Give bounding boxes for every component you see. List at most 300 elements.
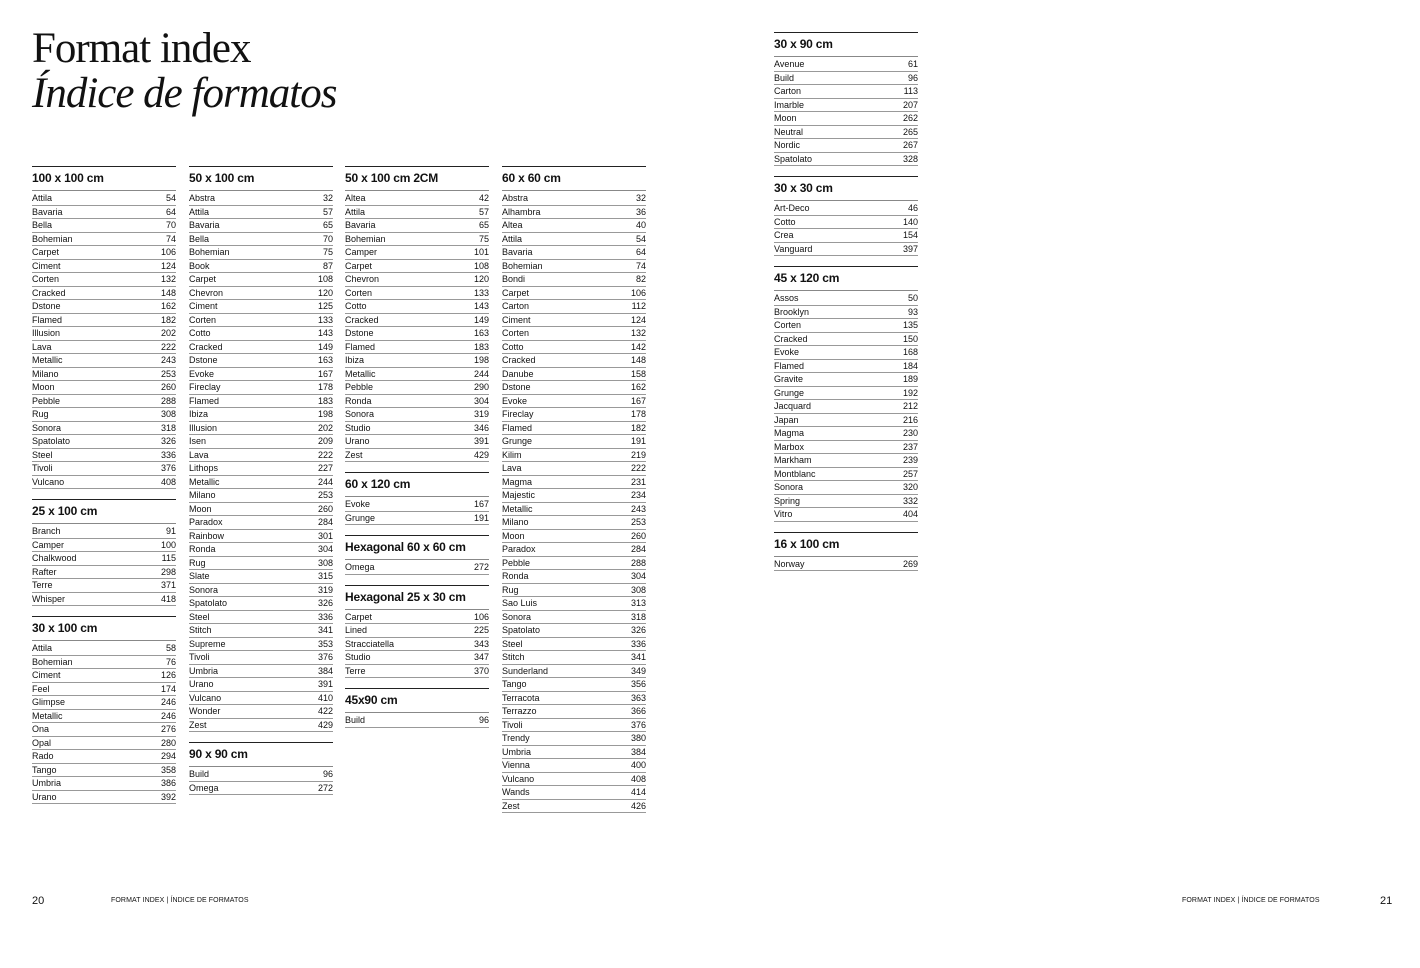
- index-entry[interactable]: [502, 260, 646, 274]
- index-entry[interactable]: [32, 750, 176, 764]
- index-entry[interactable]: [189, 503, 333, 517]
- index-entry[interactable]: [189, 273, 333, 287]
- index-entry[interactable]: [502, 192, 646, 206]
- index-entry[interactable]: [774, 427, 918, 441]
- index-entry[interactable]: [32, 287, 176, 301]
- page-number: 380: [630, 733, 646, 743]
- index-entry[interactable]: [502, 543, 646, 557]
- page-number: 243: [160, 355, 176, 365]
- collection-name: Sonora: [32, 422, 62, 433]
- collection-name: Evoke: [345, 499, 371, 509]
- index-entry[interactable]: [189, 638, 333, 652]
- index-entry[interactable]: [32, 219, 176, 233]
- index-entry[interactable]: [32, 476, 176, 490]
- index-entry[interactable]: [502, 705, 646, 719]
- index-entry[interactable]: [502, 516, 646, 530]
- page-number: 225: [473, 625, 489, 635]
- index-entry[interactable]: [502, 408, 646, 422]
- collection-name: Corten: [345, 287, 373, 298]
- index-entry[interactable]: [345, 651, 489, 665]
- index-entry[interactable]: [774, 72, 918, 86]
- collection-name: Wonder: [189, 706, 221, 716]
- collection-name: Urano: [32, 791, 57, 802]
- index-entry[interactable]: [32, 656, 176, 670]
- format-section: [345, 166, 489, 462]
- page-number: 202: [160, 328, 176, 338]
- index-entry[interactable]: [774, 139, 918, 153]
- index-entry[interactable]: [774, 202, 918, 216]
- index-entry[interactable]: [774, 58, 918, 72]
- index-entry[interactable]: [774, 400, 918, 414]
- index-entry[interactable]: [345, 219, 489, 233]
- index-entry[interactable]: [189, 651, 333, 665]
- index-entry[interactable]: [774, 360, 918, 374]
- index-entry[interactable]: [32, 683, 176, 697]
- index-entry[interactable]: [189, 782, 333, 796]
- index-entry[interactable]: [774, 346, 918, 360]
- format-section-title: 30 x 100 cm: [32, 616, 176, 641]
- page-number: 91: [165, 526, 176, 536]
- index-entry[interactable]: [774, 441, 918, 455]
- index-entry[interactable]: [502, 273, 646, 287]
- collection-name: Ona: [32, 724, 50, 734]
- index-entry[interactable]: [502, 233, 646, 247]
- index-entry[interactable]: [774, 153, 918, 167]
- index-entry[interactable]: [502, 786, 646, 800]
- index-entry[interactable]: [774, 414, 918, 428]
- index-entry[interactable]: [32, 260, 176, 274]
- format-section-title: 60 x 120 cm: [345, 472, 489, 497]
- index-entry[interactable]: [345, 273, 489, 287]
- index-entry[interactable]: [189, 233, 333, 247]
- index-entry[interactable]: [32, 696, 176, 710]
- page-number: 82: [635, 274, 646, 284]
- index-entry[interactable]: [32, 395, 176, 409]
- index-entry[interactable]: [502, 557, 646, 571]
- index-entry[interactable]: [502, 638, 646, 652]
- collection-name: Build: [189, 769, 210, 779]
- index-entry[interactable]: [502, 611, 646, 625]
- page-number: 58: [165, 643, 176, 653]
- index-entry[interactable]: [32, 422, 176, 436]
- index-entry[interactable]: [774, 495, 918, 509]
- index-entry[interactable]: [502, 570, 646, 584]
- index-entry[interactable]: [32, 368, 176, 382]
- page-number: 237: [902, 441, 918, 452]
- collection-name: Flamed: [189, 395, 220, 406]
- page-number: 32: [635, 193, 646, 203]
- index-entry[interactable]: [345, 206, 489, 220]
- collection-name: Milano: [189, 490, 216, 500]
- page-number: 308: [630, 584, 646, 595]
- index-entry[interactable]: [502, 314, 646, 328]
- index-entry[interactable]: [345, 449, 489, 463]
- page-number: 336: [317, 611, 333, 622]
- index-entry[interactable]: [345, 611, 489, 625]
- page-number: 298: [160, 566, 176, 577]
- page-number: 198: [473, 355, 489, 365]
- collection-name: Montblanc: [774, 468, 816, 479]
- index-entry[interactable]: [32, 233, 176, 247]
- collection-name: Dstone: [502, 382, 531, 392]
- index-entry[interactable]: [345, 381, 489, 395]
- index-entry[interactable]: [189, 462, 333, 476]
- index-entry[interactable]: [774, 216, 918, 230]
- index-entry[interactable]: [502, 759, 646, 773]
- index-entry[interactable]: [32, 642, 176, 656]
- index-entry[interactable]: [189, 692, 333, 706]
- collection-name: Bella: [32, 220, 53, 230]
- collection-name: Book: [189, 260, 210, 271]
- index-entry[interactable]: [345, 354, 489, 368]
- index-entry[interactable]: [189, 476, 333, 490]
- index-entry[interactable]: [189, 557, 333, 571]
- collection-name: Glimpse: [32, 697, 66, 707]
- page-number: 183: [473, 341, 489, 352]
- index-entry[interactable]: [502, 341, 646, 355]
- index-entry[interactable]: [345, 498, 489, 512]
- index-entry[interactable]: [502, 665, 646, 679]
- index-entry[interactable]: [32, 525, 176, 539]
- index-entry[interactable]: [189, 260, 333, 274]
- page-number: 50: [907, 293, 918, 303]
- index-entry[interactable]: [502, 530, 646, 544]
- index-entry[interactable]: [189, 314, 333, 328]
- index-entry[interactable]: [189, 678, 333, 692]
- index-entry[interactable]: [32, 566, 176, 580]
- index-entry[interactable]: [502, 354, 646, 368]
- index-entry[interactable]: [502, 732, 646, 746]
- index-entry[interactable]: [345, 665, 489, 679]
- index-entry[interactable]: [189, 611, 333, 625]
- page-number: 253: [160, 368, 176, 379]
- page-number: 192: [902, 387, 918, 398]
- collection-name: Wands: [502, 787, 530, 797]
- index-entry[interactable]: [502, 206, 646, 220]
- index-entry[interactable]: [32, 539, 176, 553]
- collection-name: Evoke: [502, 395, 528, 406]
- index-entry[interactable]: [774, 292, 918, 306]
- index-entry[interactable]: [32, 669, 176, 683]
- collection-name: Metallic: [345, 368, 376, 379]
- index-entry[interactable]: [189, 327, 333, 341]
- index-entry[interactable]: [189, 543, 333, 557]
- index-entry[interactable]: [32, 341, 176, 355]
- footer-label-left: FORMAT INDEX | ÍNDICE DE FORMATOS: [111, 897, 249, 904]
- page-number: 313: [630, 598, 646, 608]
- index-entry[interactable]: [189, 219, 333, 233]
- page-number: 392: [160, 791, 176, 802]
- page-number: 36: [635, 206, 646, 217]
- collection-name: Umbria: [189, 665, 219, 676]
- index-entry[interactable]: [345, 408, 489, 422]
- collection-name: Cotto: [345, 301, 367, 311]
- index-entry[interactable]: [774, 112, 918, 126]
- collection-name: Vitro: [774, 509, 793, 519]
- collection-name: Illusion: [32, 328, 61, 338]
- index-entry[interactable]: [189, 516, 333, 530]
- index-entry[interactable]: [189, 395, 333, 409]
- page-number: 397: [902, 243, 918, 254]
- index-entry[interactable]: [345, 714, 489, 728]
- index-entry[interactable]: [502, 678, 646, 692]
- index-entry[interactable]: [774, 558, 918, 572]
- page-number: 96: [907, 72, 918, 83]
- index-entry[interactable]: [32, 327, 176, 341]
- index-entry[interactable]: [502, 435, 646, 449]
- page-number: 371: [160, 580, 176, 590]
- index-entry[interactable]: [32, 314, 176, 328]
- page-number: 61: [907, 59, 918, 69]
- index-entry[interactable]: [189, 246, 333, 260]
- index-entry[interactable]: [774, 306, 918, 320]
- index-entry[interactable]: [189, 408, 333, 422]
- index-entry[interactable]: [345, 300, 489, 314]
- index-entry[interactable]: [189, 354, 333, 368]
- index-entry[interactable]: [502, 719, 646, 733]
- collection-name: Metallic: [32, 710, 63, 721]
- index-entry[interactable]: [189, 192, 333, 206]
- index-entry[interactable]: [774, 373, 918, 387]
- index-entry[interactable]: [32, 408, 176, 422]
- page-number: 269: [902, 558, 918, 569]
- collection-name: Cotto: [502, 341, 524, 352]
- index-entry[interactable]: [774, 126, 918, 140]
- page-number: 370: [473, 665, 489, 676]
- index-entry[interactable]: [189, 530, 333, 544]
- index-entry[interactable]: [189, 422, 333, 436]
- index-entry[interactable]: [774, 85, 918, 99]
- index-entry[interactable]: [189, 597, 333, 611]
- index-entry[interactable]: [502, 422, 646, 436]
- index-entry[interactable]: [189, 768, 333, 782]
- collection-name: Attila: [32, 643, 53, 653]
- index-entry[interactable]: [189, 570, 333, 584]
- format-section-title: 16 x 100 cm: [774, 532, 918, 557]
- index-entry[interactable]: [502, 368, 646, 382]
- index-entry[interactable]: [502, 746, 646, 760]
- index-entry[interactable]: [32, 449, 176, 463]
- page-number: 202: [317, 422, 333, 433]
- index-entry[interactable]: [774, 99, 918, 113]
- page-number: 143: [317, 328, 333, 338]
- index-entry[interactable]: [774, 454, 918, 468]
- index-entry[interactable]: [32, 381, 176, 395]
- index-entry[interactable]: [32, 579, 176, 593]
- collection-name: Bohemian: [32, 233, 73, 244]
- page-number: 75: [322, 247, 333, 257]
- index-entry[interactable]: [345, 327, 489, 341]
- collection-name: Ibiza: [345, 355, 365, 365]
- page-number: 326: [630, 625, 646, 635]
- index-entry[interactable]: [502, 381, 646, 395]
- index-entry[interactable]: [32, 192, 176, 206]
- index-entry[interactable]: [32, 273, 176, 287]
- index-entry[interactable]: [345, 638, 489, 652]
- index-entry[interactable]: [189, 368, 333, 382]
- index-entry[interactable]: [32, 462, 176, 476]
- index-entry[interactable]: [502, 773, 646, 787]
- index-entry[interactable]: [502, 246, 646, 260]
- index-entry[interactable]: [502, 449, 646, 463]
- index-entry[interactable]: [502, 300, 646, 314]
- collection-name: Evoke: [774, 347, 800, 357]
- index-entry[interactable]: [502, 327, 646, 341]
- index-entry[interactable]: [502, 692, 646, 706]
- index-entry[interactable]: [189, 341, 333, 355]
- collection-name: Cracked: [189, 341, 223, 352]
- collection-name: Rug: [32, 409, 49, 419]
- collection-name: Sao Luis: [502, 598, 538, 608]
- index-entry[interactable]: [502, 651, 646, 665]
- index-entry[interactable]: [774, 319, 918, 333]
- collection-name: Cracked: [345, 314, 379, 325]
- page-number: 408: [630, 773, 646, 784]
- index-entry[interactable]: [345, 233, 489, 247]
- page-number: 318: [160, 422, 176, 433]
- index-entry[interactable]: [502, 476, 646, 490]
- index-entry[interactable]: [774, 333, 918, 347]
- page-number: 219: [630, 449, 646, 460]
- collection-name: Ciment: [32, 260, 61, 271]
- index-entry[interactable]: [345, 192, 489, 206]
- page-number: 260: [160, 382, 176, 392]
- index-entry[interactable]: [502, 584, 646, 598]
- index-entry[interactable]: [502, 503, 646, 517]
- collection-name: Bondi: [502, 274, 526, 284]
- collection-name: Bohemian: [189, 247, 230, 257]
- index-entry[interactable]: [189, 206, 333, 220]
- collection-name: Zest: [189, 719, 207, 730]
- index-entry[interactable]: [345, 512, 489, 526]
- index-entry[interactable]: [345, 287, 489, 301]
- collection-name: Chevron: [345, 274, 380, 284]
- collection-name: Bella: [189, 233, 210, 244]
- collection-name: Urano: [189, 679, 214, 689]
- page-number: 65: [478, 220, 489, 230]
- page-number: 40: [635, 220, 646, 230]
- collection-name: Majestic: [502, 490, 536, 500]
- format-section-title: 45x90 cm: [345, 688, 489, 713]
- index-entry[interactable]: [32, 791, 176, 805]
- index-entry[interactable]: [502, 597, 646, 611]
- index-entry[interactable]: [189, 719, 333, 733]
- collection-name: Gravite: [774, 374, 804, 384]
- index-entry[interactable]: [189, 705, 333, 719]
- collection-name: Paradox: [502, 544, 536, 554]
- index-entry[interactable]: [774, 243, 918, 257]
- index-entry[interactable]: [32, 246, 176, 260]
- collection-name: Norway: [774, 558, 805, 569]
- index-entry[interactable]: [502, 287, 646, 301]
- index-entry[interactable]: [32, 710, 176, 724]
- index-column-5: [774, 32, 918, 581]
- index-entry[interactable]: [345, 395, 489, 409]
- collection-name: Moon: [502, 530, 525, 541]
- index-entry[interactable]: [345, 341, 489, 355]
- collection-name: Chevron: [189, 287, 224, 298]
- page-number: 150: [902, 333, 918, 344]
- index-entry[interactable]: [774, 229, 918, 243]
- index-entry[interactable]: [502, 489, 646, 503]
- format-section-title: 50 x 100 cm 2CM: [345, 166, 489, 191]
- page-title: [32, 26, 336, 116]
- format-section-title: 30 x 90 cm: [774, 32, 918, 57]
- index-entry[interactable]: [189, 300, 333, 314]
- index-entry[interactable]: [502, 395, 646, 409]
- index-entry[interactable]: [774, 387, 918, 401]
- page-number: 284: [630, 544, 646, 554]
- index-entry[interactable]: [345, 422, 489, 436]
- index-entry[interactable]: [189, 381, 333, 395]
- page-number: 167: [630, 395, 646, 406]
- index-entry[interactable]: [345, 368, 489, 382]
- index-entry[interactable]: [774, 481, 918, 495]
- collection-name: Zest: [502, 800, 520, 811]
- page-number: 343: [473, 638, 489, 649]
- page-number: 115: [161, 553, 176, 563]
- index-entry[interactable]: [345, 561, 489, 575]
- index-entry[interactable]: [189, 584, 333, 598]
- index-entry[interactable]: [32, 354, 176, 368]
- index-entry[interactable]: [502, 219, 646, 233]
- index-entry[interactable]: [32, 300, 176, 314]
- index-entry[interactable]: [774, 508, 918, 522]
- index-entry[interactable]: [32, 723, 176, 737]
- page-number: 149: [473, 314, 489, 325]
- index-entry[interactable]: [189, 489, 333, 503]
- index-entry[interactable]: [189, 665, 333, 679]
- page-number: 42: [478, 193, 489, 203]
- page-number: 93: [907, 306, 918, 317]
- page-number: 154: [902, 230, 918, 240]
- collection-name: Carpet: [345, 260, 373, 271]
- index-entry[interactable]: [189, 449, 333, 463]
- collection-name: Carpet: [345, 611, 373, 622]
- index-entry[interactable]: [32, 206, 176, 220]
- index-entry[interactable]: [502, 800, 646, 814]
- index-entry[interactable]: [345, 260, 489, 274]
- index-entry[interactable]: [32, 764, 176, 778]
- index-entry[interactable]: [189, 287, 333, 301]
- index-entry[interactable]: [345, 314, 489, 328]
- index-entry[interactable]: [189, 624, 333, 638]
- index-entry[interactable]: [345, 624, 489, 638]
- page-number: 230: [902, 428, 918, 438]
- page-number: 120: [473, 274, 489, 284]
- index-entry[interactable]: [32, 552, 176, 566]
- index-entry[interactable]: [32, 737, 176, 751]
- page-number: 265: [902, 126, 918, 137]
- page-number: 260: [630, 530, 646, 541]
- page-number: 260: [317, 503, 333, 514]
- index-entry[interactable]: [345, 246, 489, 260]
- index-entry[interactable]: [32, 593, 176, 607]
- index-entry[interactable]: [32, 777, 176, 791]
- collection-name: Corten: [32, 274, 60, 284]
- index-entry[interactable]: [502, 462, 646, 476]
- index-entry[interactable]: [189, 435, 333, 449]
- index-entry[interactable]: [502, 624, 646, 638]
- page-number: 318: [630, 611, 646, 622]
- index-entry[interactable]: [32, 435, 176, 449]
- collection-name: Grunge: [502, 436, 533, 446]
- index-entry[interactable]: [345, 435, 489, 449]
- page-number: 267: [902, 140, 918, 150]
- collection-name: Crea: [774, 230, 794, 240]
- collection-name: Marbox: [774, 441, 805, 452]
- index-entry[interactable]: [774, 468, 918, 482]
